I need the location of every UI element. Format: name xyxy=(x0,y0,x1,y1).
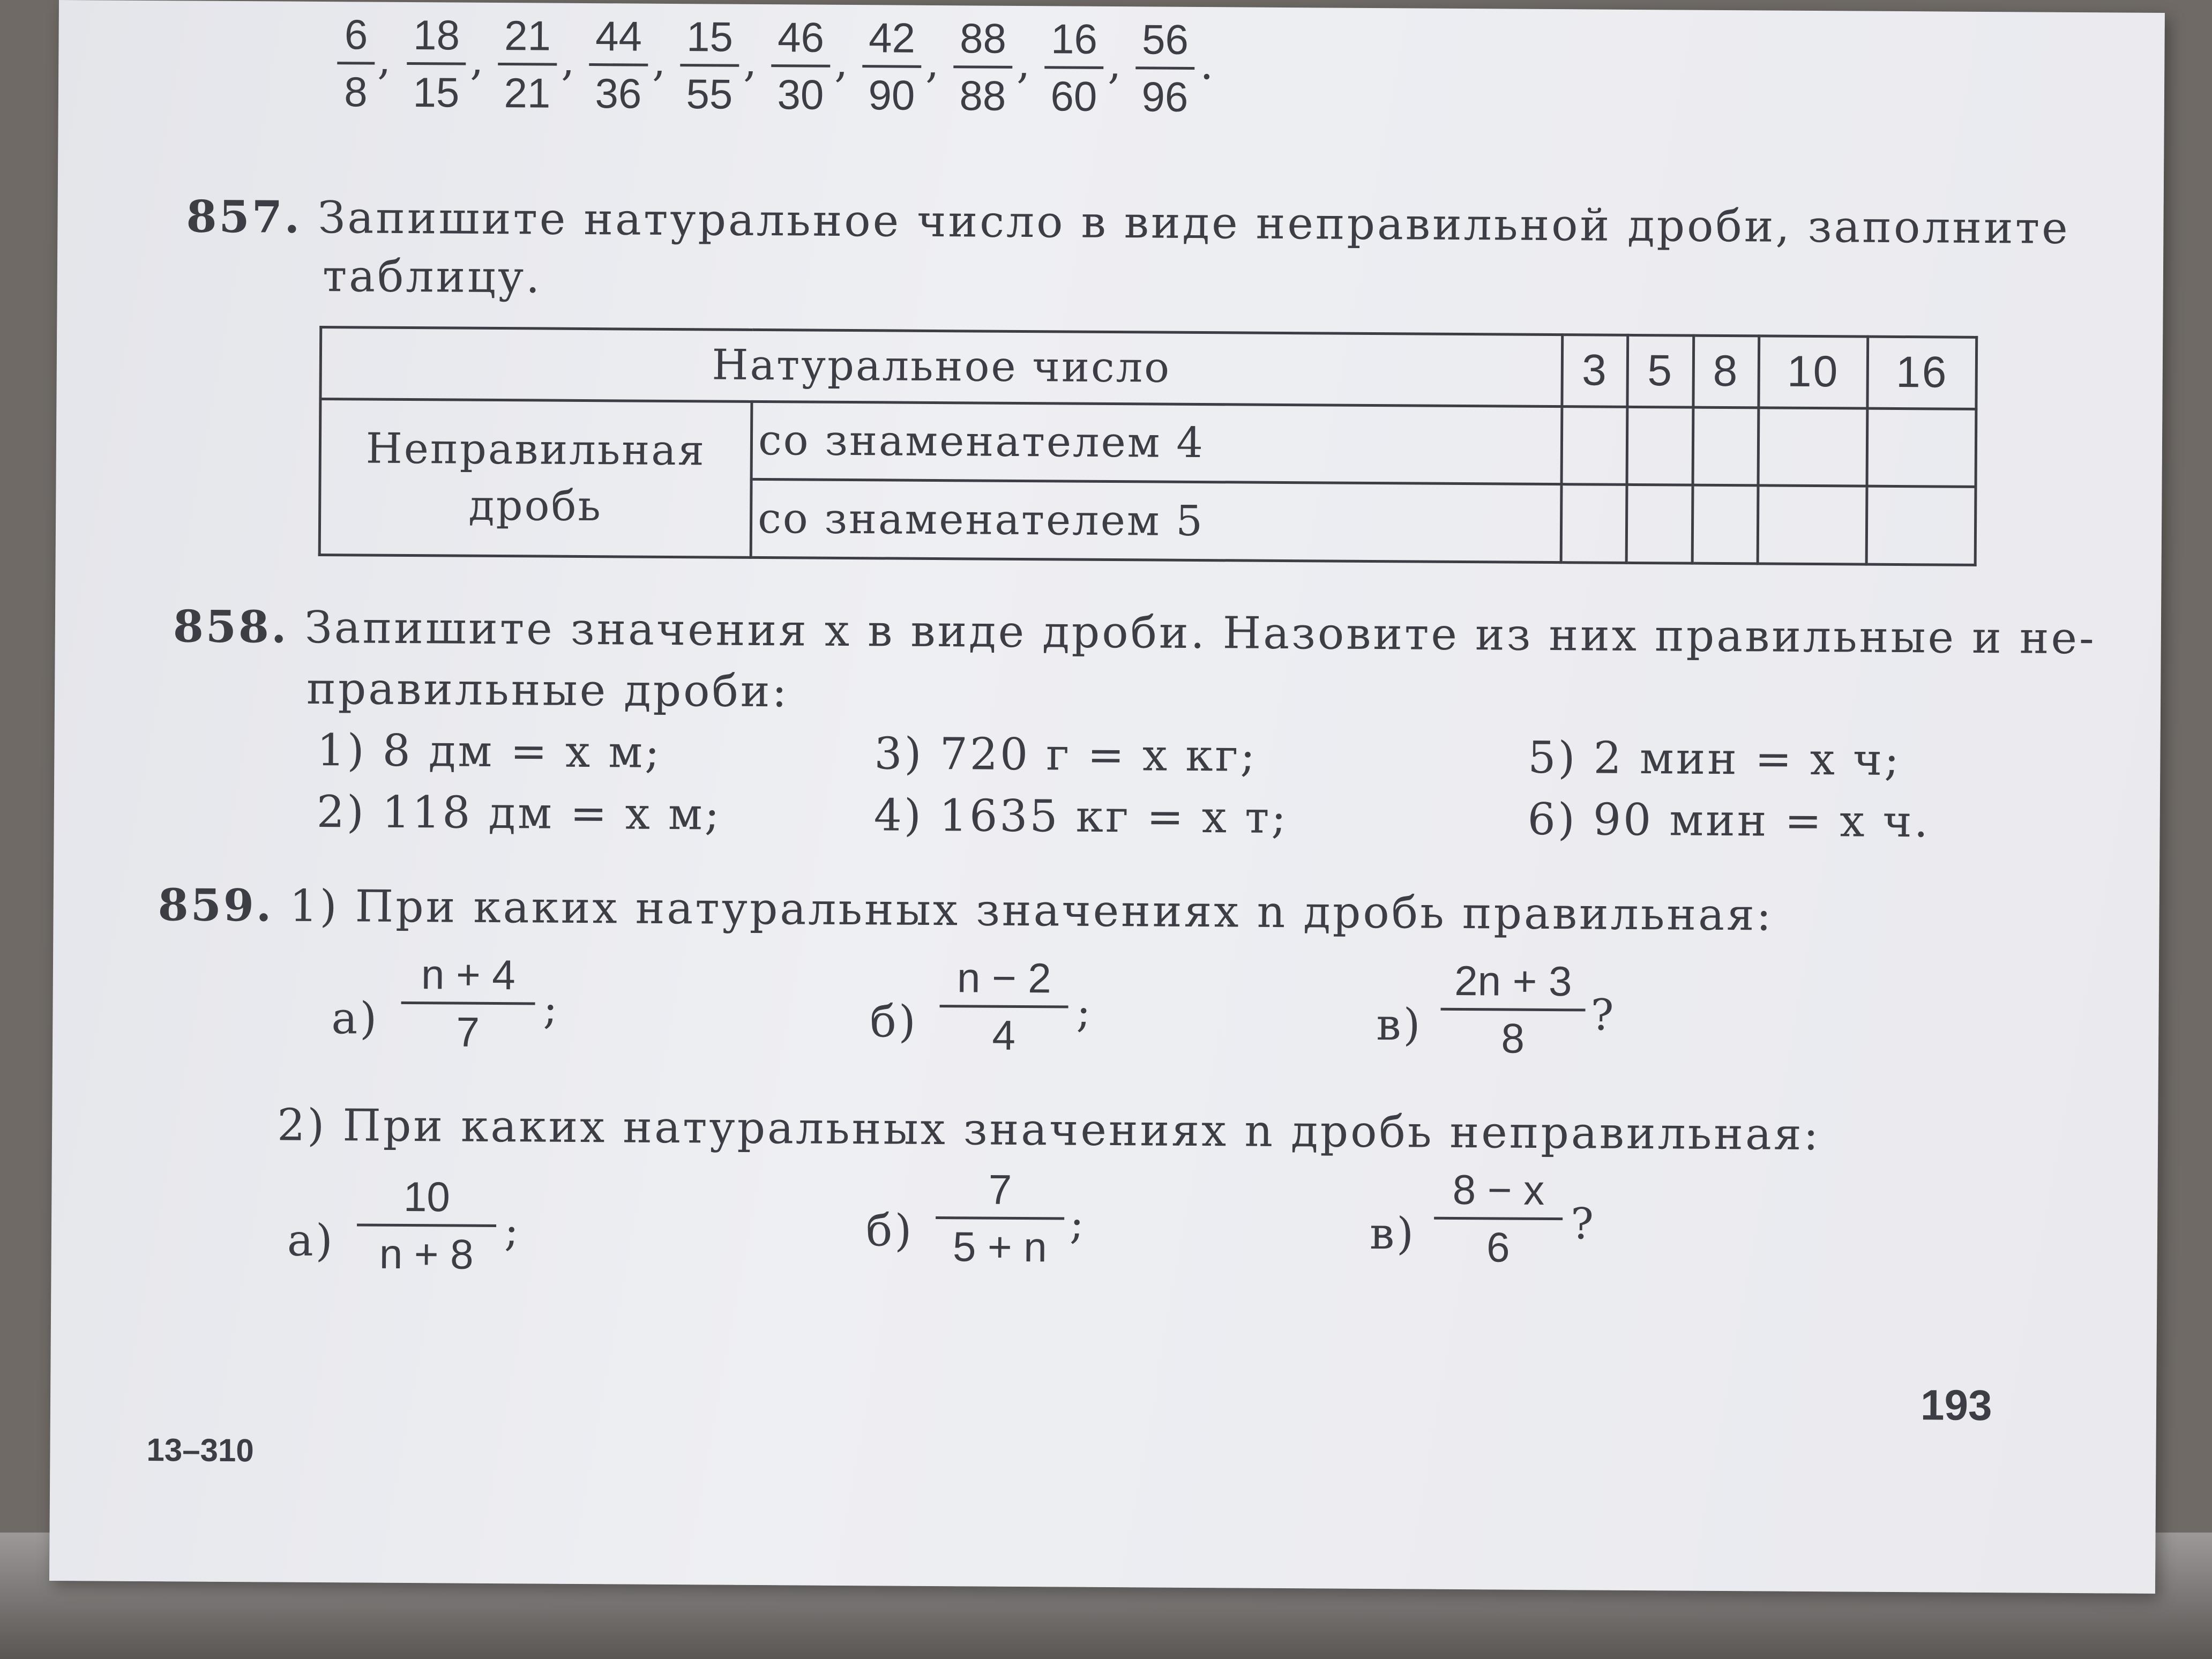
fraction xyxy=(498,12,557,117)
denominator: 8 xyxy=(343,68,368,116)
empty-cell[interactable] xyxy=(1758,485,1867,564)
fraction xyxy=(589,12,648,117)
fraction-bar xyxy=(357,1223,496,1227)
table-header-row xyxy=(320,327,1977,409)
fraction xyxy=(1434,1165,1563,1271)
denominator: 6 xyxy=(1486,1223,1510,1271)
item-end: ? xyxy=(1570,1199,1594,1249)
empty-cell[interactable] xyxy=(1693,407,1759,485)
problem-text: Запишите значения x в виде дроби. Назовите из них правильные и не- xyxy=(304,602,2097,664)
numerator: n − 2 xyxy=(956,954,1051,1002)
separator: , xyxy=(1108,38,1122,89)
numerator: 16 xyxy=(1050,15,1098,63)
fraction xyxy=(407,11,466,116)
fraction-bar xyxy=(680,64,739,67)
table-row xyxy=(320,399,1976,487)
fraction-bar xyxy=(498,63,557,66)
empty-cell[interactable] xyxy=(1758,408,1867,487)
problem-text: 1) При каких натуральных значениях n дробь правильная: xyxy=(289,880,1774,941)
item-label: а) xyxy=(331,993,379,1044)
separator: , xyxy=(925,37,940,88)
separator: , xyxy=(652,35,667,86)
item-end: ; xyxy=(1076,987,1091,1037)
empty-cell[interactable] xyxy=(1692,485,1758,563)
numerator: 2n + 3 xyxy=(1454,956,1572,1005)
item-end: ; xyxy=(504,1206,519,1256)
empty-cell[interactable] xyxy=(1867,408,1976,487)
empty-cell[interactable] xyxy=(1561,484,1627,563)
problem-858-line2: правильные дроби: xyxy=(306,663,789,718)
problem-858-line1 xyxy=(173,601,2097,664)
empty-cell[interactable] xyxy=(1866,486,1976,565)
fraction-bar xyxy=(1441,1008,1586,1012)
problem-859-line1 xyxy=(158,879,1773,940)
denominator: 30 xyxy=(777,71,824,118)
numerator: 88 xyxy=(959,14,1007,62)
item-label: а) xyxy=(287,1215,335,1267)
header-value: 10 xyxy=(1759,336,1868,408)
header-value: 5 xyxy=(1627,335,1693,407)
numerator: 46 xyxy=(777,13,825,61)
print-code: 13–310 xyxy=(146,1432,254,1469)
numerator: 7 xyxy=(988,1165,1012,1213)
numerator: 15 xyxy=(686,13,734,61)
numerator: 21 xyxy=(504,12,551,59)
fraction xyxy=(771,13,831,118)
row-group-label-line: дробь xyxy=(468,481,603,531)
textbook-page xyxy=(49,0,2165,1594)
row-label: со знаменателем 4 xyxy=(751,401,1562,484)
denominator: 88 xyxy=(959,72,1006,119)
separator: , xyxy=(470,34,484,85)
separator: , xyxy=(1017,38,1031,88)
end-period: . xyxy=(1200,39,1214,89)
numerator: 56 xyxy=(1141,16,1189,63)
item-end: ; xyxy=(1069,1198,1085,1249)
row-group-label xyxy=(319,399,752,557)
header-value: 8 xyxy=(1693,335,1759,407)
fraction xyxy=(939,954,1068,1059)
fraction xyxy=(1044,15,1104,120)
item-end: ; xyxy=(543,983,558,1034)
fraction-bar xyxy=(953,65,1012,69)
separator: , xyxy=(561,35,576,85)
row-group-label-line: Неправильная xyxy=(365,424,706,475)
item-label: в) xyxy=(1376,999,1423,1051)
item-label: б) xyxy=(865,1205,914,1257)
problem-857-line2: таблицу. xyxy=(322,251,542,303)
fraction-bar xyxy=(1135,66,1194,70)
denominator: 96 xyxy=(1141,73,1189,121)
denominator: 60 xyxy=(1050,72,1097,120)
header-value: 3 xyxy=(1562,335,1628,407)
header-value: 16 xyxy=(1867,337,1977,409)
denominator: 90 xyxy=(868,71,915,119)
numerator: 6 xyxy=(344,11,368,58)
fraction xyxy=(401,951,535,1056)
empty-cell[interactable] xyxy=(1561,406,1627,484)
denominator: 4 xyxy=(992,1011,1016,1059)
header-label: Натуральное число xyxy=(320,327,1563,406)
fraction-bar xyxy=(1044,66,1103,69)
fraction xyxy=(1135,16,1195,121)
page-number: 193 xyxy=(1920,1381,1992,1430)
denominator: 55 xyxy=(686,70,733,118)
fraction-bar xyxy=(407,62,466,65)
fraction-bar xyxy=(1434,1217,1563,1220)
item-end: ? xyxy=(1590,990,1614,1040)
problem-text: Запишите натуральное число в виде неправильной дроби, заполните xyxy=(318,192,2070,254)
numerator: 18 xyxy=(413,11,460,59)
numerator: 44 xyxy=(595,12,642,60)
empty-cell[interactable] xyxy=(1627,407,1693,485)
item-label: б) xyxy=(870,996,918,1048)
row-label: со знаменателем 5 xyxy=(751,480,1561,563)
empty-cell[interactable] xyxy=(1626,485,1692,563)
fraction xyxy=(356,1172,496,1278)
problem-857-table xyxy=(318,326,1978,566)
numerator: 42 xyxy=(868,14,916,62)
fraction-bar xyxy=(936,1216,1064,1220)
fraction-bar xyxy=(862,65,921,68)
problem-859-part2: 2) При каких натуральных значениях n дробь неправильная: xyxy=(276,1100,1821,1161)
problem-857-line1 xyxy=(186,191,2070,253)
denominator: 7 xyxy=(456,1008,480,1056)
fraction-bar xyxy=(589,63,648,66)
denominator: 15 xyxy=(413,69,460,116)
fraction-bar xyxy=(940,1005,1068,1008)
separator: , xyxy=(377,34,392,84)
list-item: 4) 1635 кг = x т; xyxy=(873,790,1289,844)
top-fractions-row xyxy=(59,0,2165,121)
separator: , xyxy=(834,36,849,87)
fraction xyxy=(680,13,739,118)
fraction xyxy=(1440,956,1586,1062)
numerator: 8 − x xyxy=(1452,1165,1545,1214)
denominator: 8 xyxy=(1501,1014,1525,1062)
numerator: 10 xyxy=(403,1172,451,1221)
list-item: 3) 720 г = x кг; xyxy=(874,728,1258,782)
list-item: 1) 8 дм = x м; xyxy=(317,724,662,778)
fraction xyxy=(953,14,1013,119)
fraction xyxy=(862,14,922,119)
fraction xyxy=(337,11,375,116)
fraction-bar xyxy=(337,62,375,64)
denominator: 5 + n xyxy=(952,1223,1047,1271)
fraction-bar xyxy=(771,64,830,68)
denominator: 36 xyxy=(595,70,642,117)
list-item: 5) 2 мин = x ч; xyxy=(1528,732,1902,786)
list-item: 2) 118 дм = x м; xyxy=(316,786,722,840)
fraction xyxy=(936,1165,1065,1271)
denominator: 21 xyxy=(504,69,551,117)
fraction-bar xyxy=(401,1002,535,1005)
denominator: n + 8 xyxy=(379,1230,474,1278)
list-item: 6) 90 мин = x ч. xyxy=(1527,794,1931,848)
problem-number: 857. xyxy=(186,191,302,243)
numerator: n + 4 xyxy=(421,951,515,999)
item-label: в) xyxy=(1369,1208,1416,1260)
separator: , xyxy=(743,36,758,86)
problem-number: 858. xyxy=(173,601,289,653)
problem-number: 859. xyxy=(158,879,274,932)
